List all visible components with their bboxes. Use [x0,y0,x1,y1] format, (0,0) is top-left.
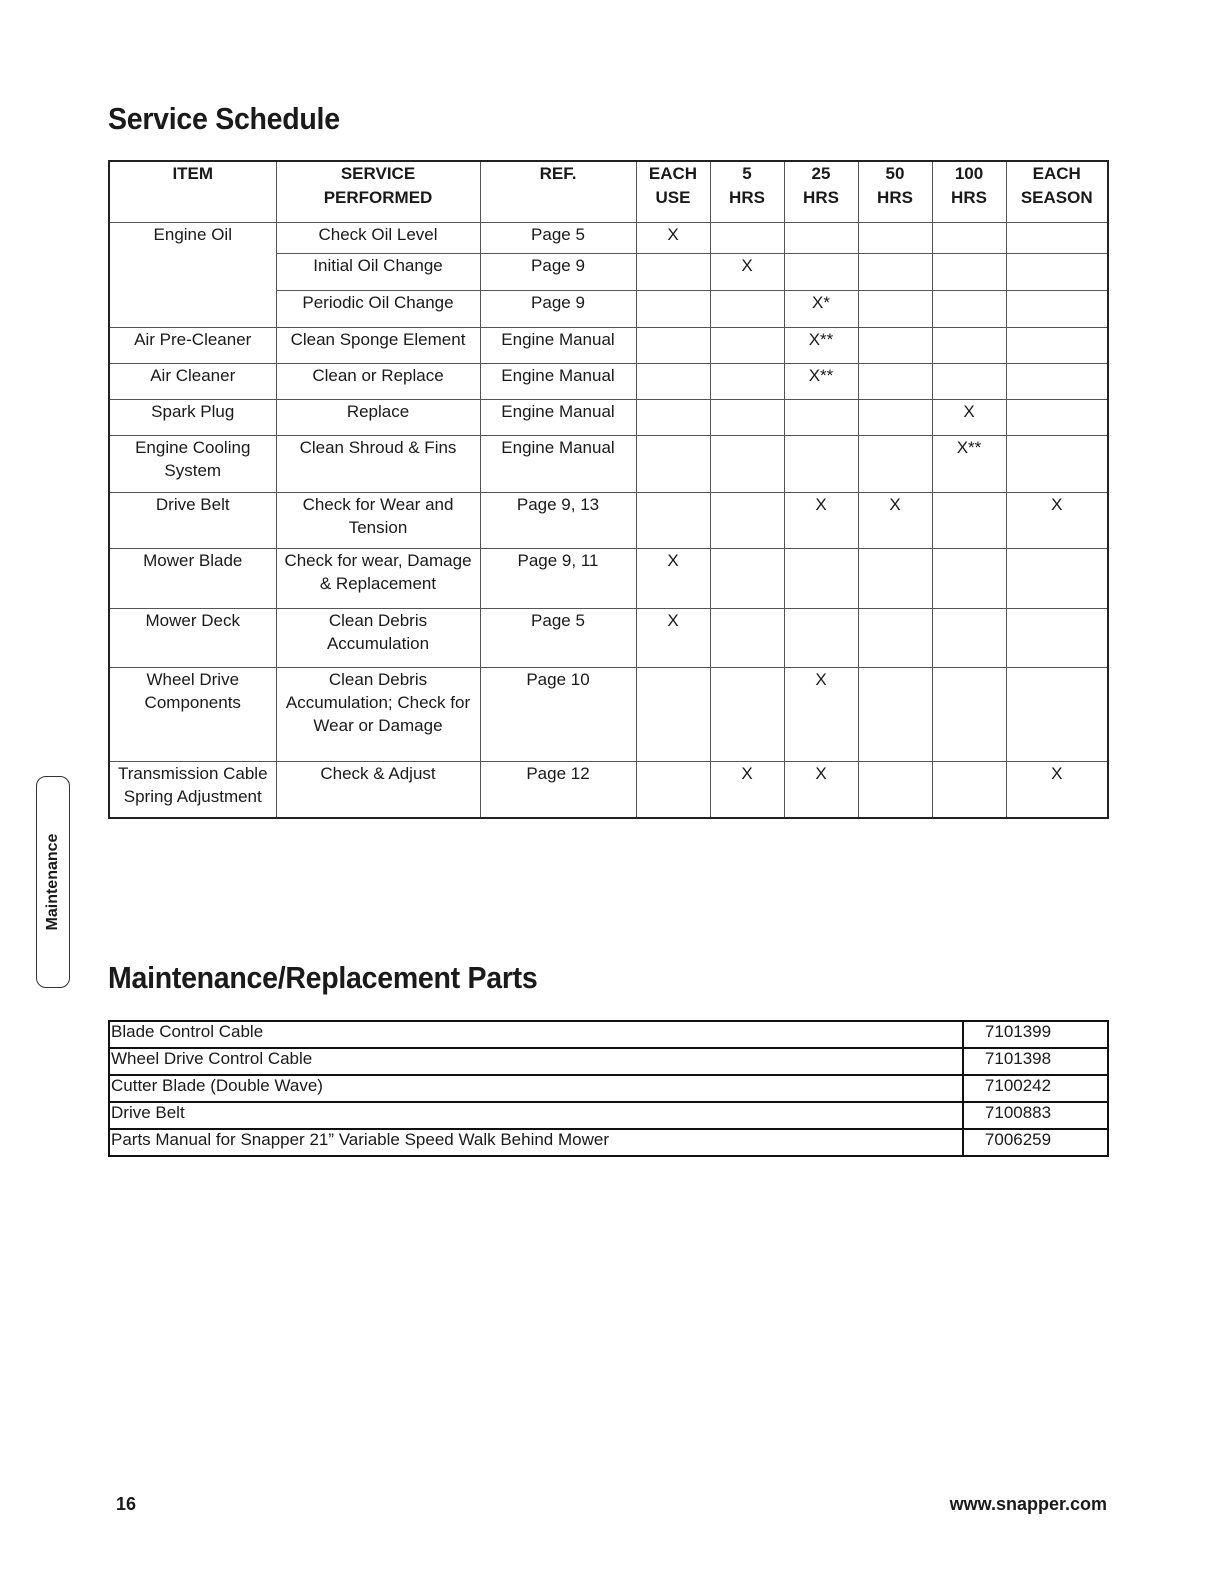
ref-cell: Page 5 [480,222,636,253]
table-row [109,1021,1108,1048]
mark-cell [784,399,858,435]
mark-cell [1006,435,1108,492]
mark-cell [636,327,710,363]
service-cell: Check Oil Level [276,222,480,253]
service-cell: Initial Oil Change [276,253,480,290]
part-number: 7101398 [963,1048,1108,1075]
mark-cell [932,327,1006,363]
mark-cell [1006,290,1108,327]
mark-cell [710,548,784,608]
mark-cell [932,667,1006,761]
part-name: Parts Manual for Snapper 21” Variable Speed Walk Behind Mower [109,1129,963,1156]
part-number: 7100242 [963,1075,1108,1102]
item-cell: Engine Cooling System [109,435,276,492]
mark-cell [636,435,710,492]
website-url: www.snapper.com [949,1494,1107,1514]
item-cell [109,253,276,290]
mark-cell [858,435,932,492]
mark-cell [1006,363,1108,399]
part-name: Cutter Blade (Double Wave) [109,1075,963,1102]
part-number: 7101399 [963,1021,1108,1048]
mark-cell [636,492,710,548]
mark-cell [932,222,1006,253]
service-cell: Clean Shroud & Fins [276,435,480,492]
parts-table [108,1020,1109,1157]
item-cell: Spark Plug [109,399,276,435]
part-number: 7100883 [963,1102,1108,1129]
mark-cell [710,327,784,363]
mark-cell [858,761,932,818]
service-cell: Periodic Oil Change [276,290,480,327]
table-row [109,492,1108,548]
mark-cell [710,222,784,253]
mark-cell: X [710,253,784,290]
header-100-hrs: 100 HRS [932,161,1006,222]
ref-cell: Page 10 [480,667,636,761]
mark-cell [858,222,932,253]
mark-cell [932,608,1006,667]
table-row [109,222,1108,253]
mark-cell: X** [784,363,858,399]
service-cell: Replace [276,399,480,435]
header-each-use: EACH USE [636,161,710,222]
parts-title: Maintenance/Replacement Parts [108,960,538,995]
header-25-hrs: 25 HRS [784,161,858,222]
mark-cell: X [784,761,858,818]
ref-cell: Page 12 [480,761,636,818]
mark-cell [784,608,858,667]
mark-cell [710,608,784,667]
part-name: Drive Belt [109,1102,963,1129]
mark-cell: X* [784,290,858,327]
service-schedule-table [108,160,1109,819]
mark-cell [710,492,784,548]
mark-cell [858,548,932,608]
header-service: SERVICE PERFORMED [276,161,480,222]
service-cell: Check for wear, Damage & Replacement [276,548,480,608]
mark-cell: X** [932,435,1006,492]
table-row [109,1129,1108,1156]
mark-cell [710,435,784,492]
item-cell: Engine Oil [109,222,276,253]
table-row [109,1048,1108,1075]
mark-cell [858,608,932,667]
mark-cell [710,667,784,761]
item-cell: Wheel Drive Components [109,667,276,761]
mark-cell: X [636,222,710,253]
mark-cell [710,290,784,327]
mark-cell: X [710,761,784,818]
mark-cell: X [636,608,710,667]
part-name: Blade Control Cable [109,1021,963,1048]
table-row [109,253,1108,290]
mark-cell [1006,548,1108,608]
header-item: ITEM [109,161,276,222]
mark-cell: X [636,548,710,608]
mark-cell: X** [784,327,858,363]
mark-cell [784,222,858,253]
table-row [109,667,1108,761]
mark-cell [636,399,710,435]
mark-cell [784,253,858,290]
table-header-row [109,161,1108,222]
table-row [109,1075,1108,1102]
mark-cell [858,363,932,399]
mark-cell: X [784,667,858,761]
header-each-season: EACH SEASON [1006,161,1108,222]
table-row [109,327,1108,363]
mark-cell [636,667,710,761]
service-cell: Clean Debris Accumulation [276,608,480,667]
mark-cell [784,548,858,608]
mark-cell [932,253,1006,290]
ref-cell: Page 9, 11 [480,548,636,608]
mark-cell [1006,253,1108,290]
mark-cell [636,253,710,290]
item-cell: Air Pre-Cleaner [109,327,276,363]
mark-cell [1006,608,1108,667]
mark-cell: X [932,399,1006,435]
table-row [109,608,1108,667]
service-schedule-title: Service Schedule [108,101,340,136]
ref-cell: Engine Manual [480,399,636,435]
item-cell: Air Cleaner [109,363,276,399]
ref-cell: Engine Manual [480,363,636,399]
page-number: 16 [116,1494,137,1514]
item-cell: Transmission Cable Spring Adjustment [109,761,276,818]
table-row [109,548,1108,608]
mark-cell [636,761,710,818]
table-row [109,290,1108,327]
mark-cell [784,435,858,492]
mark-cell [932,363,1006,399]
mark-cell [932,290,1006,327]
table-row [109,761,1108,818]
mark-cell: X [784,492,858,548]
item-cell: Mower Blade [109,548,276,608]
mark-cell [710,363,784,399]
mark-cell [858,399,932,435]
table-row [109,435,1108,492]
mark-cell [1006,667,1108,761]
service-cell: Check for Wear and Tension [276,492,480,548]
service-cell: Clean or Replace [276,363,480,399]
mark-cell [1006,327,1108,363]
header-5-hrs: 5 HRS [710,161,784,222]
mark-cell [1006,222,1108,253]
ref-cell: Page 5 [480,608,636,667]
mark-cell [1006,399,1108,435]
part-number: 7006259 [963,1129,1108,1156]
part-name: Wheel Drive Control Cable [109,1048,963,1075]
mark-cell [932,492,1006,548]
side-tab-label: Maintenance [44,833,61,931]
ref-cell: Page 9, 13 [480,492,636,548]
mark-cell [710,399,784,435]
item-cell: Mower Deck [109,608,276,667]
item-cell [109,290,276,327]
mark-cell [858,253,932,290]
ref-cell: Engine Manual [480,327,636,363]
service-cell: Check & Adjust [276,761,480,818]
item-cell: Drive Belt [109,492,276,548]
mark-cell [858,290,932,327]
service-cell: Clean Debris Accumulation; Check for Wear or Damage [276,667,480,761]
mark-cell: X [1006,492,1108,548]
mark-cell [932,548,1006,608]
header-ref: REF. [480,161,636,222]
ref-cell: Page 9 [480,253,636,290]
mark-cell [858,327,932,363]
mark-cell: X [1006,761,1108,818]
ref-cell: Engine Manual [480,435,636,492]
mark-cell [636,363,710,399]
table-row [109,363,1108,399]
mark-cell [636,290,710,327]
table-row [109,399,1108,435]
mark-cell [858,667,932,761]
table-row [109,1102,1108,1129]
header-50-hrs: 50 HRS [858,161,932,222]
ref-cell: Page 9 [480,290,636,327]
mark-cell: X [858,492,932,548]
mark-cell [932,761,1006,818]
service-cell: Clean Sponge Element [276,327,480,363]
